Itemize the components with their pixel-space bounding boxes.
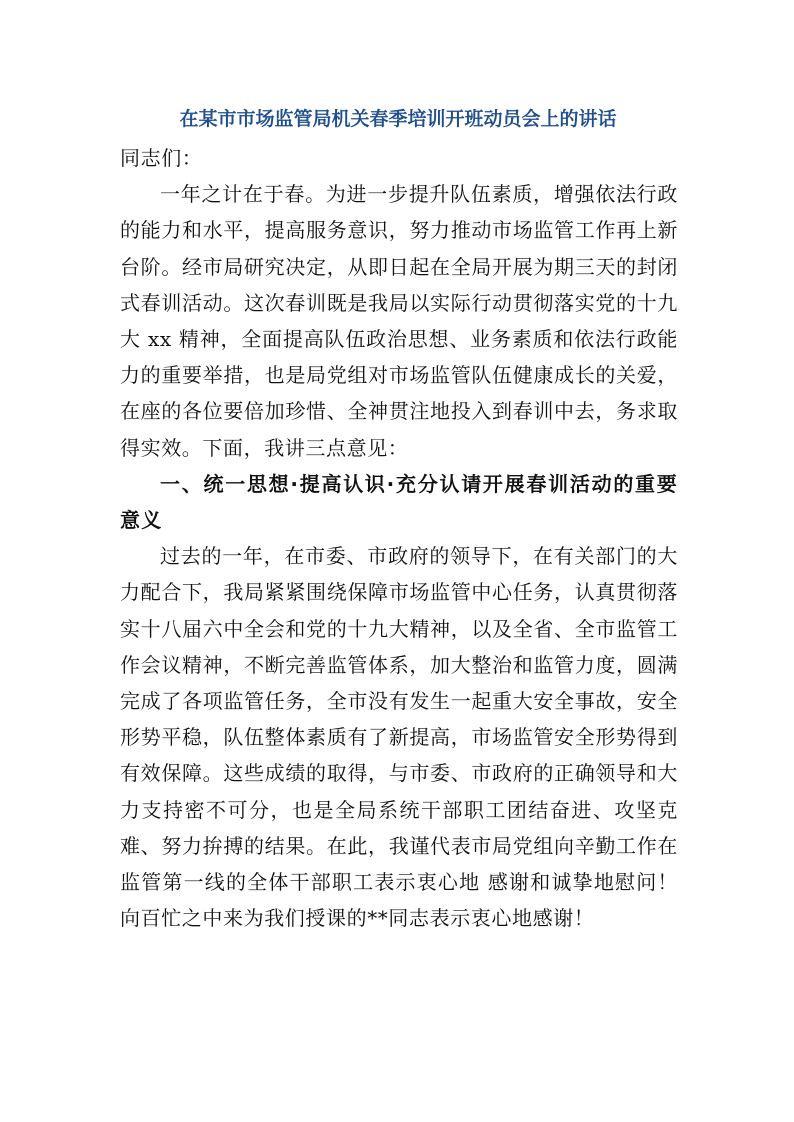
document-title: 在某市市场监管局机关春季培训开班动员会上的讲话 [179, 108, 617, 130]
document-body [120, 140, 678, 936]
salutation: 同志们： [120, 146, 203, 170]
section-1-heading: 一、统一思想·提高认识·充分认请开展春训活动的重要意义 [120, 471, 678, 533]
intro-paragraph: 一年之计在于春。为进一步提升队伍素质，增强依法行政的能力和水平，提高服务意识，努力推动市场监管工作再上新台阶。经市局研究决定，从即日起在全局开展为期三天的封闭式春训活动。这次春训既是我局以实际行动贯彻落实党的十九大 xx 精神，全面提高队伍政治思想、业务素质和依法行政能力的重要举措，也是局党组对市场监管队伍健康成长的关爱，在座的各位要倍加珍惜、全神贯注地投入到春训中去，务求取得实效。下面，我讲三点意见： [120, 182, 678, 460]
section-1-paragraph: 过去的一年，在市委、市政府的领导下，在有关部门的大力配合下，我局紧紧围绕保障市场监管中心任务，认真贯彻落实十八届六中全会和党的十九大精神，以及全省、全市监管工作会议精神，不断完善监管体系，加大整治和监管力度，圆满完成了各项监管任务，全市没有发生一起重大安全事故，安全形势平稳，队伍整体素质有了新提高，市场监管安全形势得到有效保障。这些成绩的取得，与市委、市政府的正确领导和大力支持密不可分，也是全局系统干部职工团结奋进、攻坚克难、努力拚搏的结果。在此，我谨代表市局党组向辛勤工作在监管第一线的全体干部职工表示衷心地 感谢和诚挚地慰问！向百忙之中来为我们授课的**同志表示衷心地感谢！ [120, 544, 678, 931]
